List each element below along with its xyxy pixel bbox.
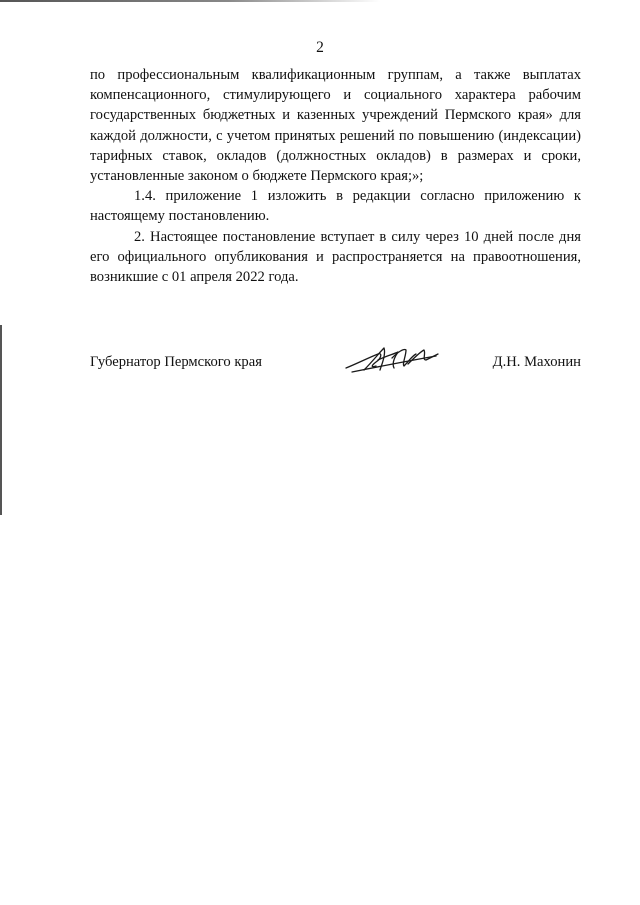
signatory-position: Губернатор Пермского края — [90, 354, 262, 370]
scan-edge-top — [0, 0, 380, 2]
signatory-name: Д.Н. Махонин — [492, 354, 581, 370]
paragraph-continuation: по профессиональным квалификационным группам, а также выплатах компенсационного, стимулирующего и социального характера рабочим государственных бюджетных и казенных учреждений Пермского края» для каждой должности, с учетом принятых решений по повышению (индексации) тарифных ставок, окладов (должностных окладов) в размерах и сроки, установленные законом о бюджете Пермского края;»; — [90, 67, 581, 185]
paragraph-item-1-4: 1.4. приложение 1 изложить в редакции согласно приложению к настоящему постановлению. — [90, 188, 581, 225]
paragraph-item-2: 2. Настоящее постановление вступает в силу через 10 дней после дня его официального опубликования и распространяется на правоотношения, возникшие с 01 апреля 2022 года. — [90, 228, 581, 286]
handwritten-signature-icon — [342, 344, 442, 376]
document-body — [90, 65, 581, 287]
page-number: 2 — [316, 39, 324, 56]
signature-block — [90, 354, 581, 378]
scan-edge-left — [0, 325, 2, 515]
